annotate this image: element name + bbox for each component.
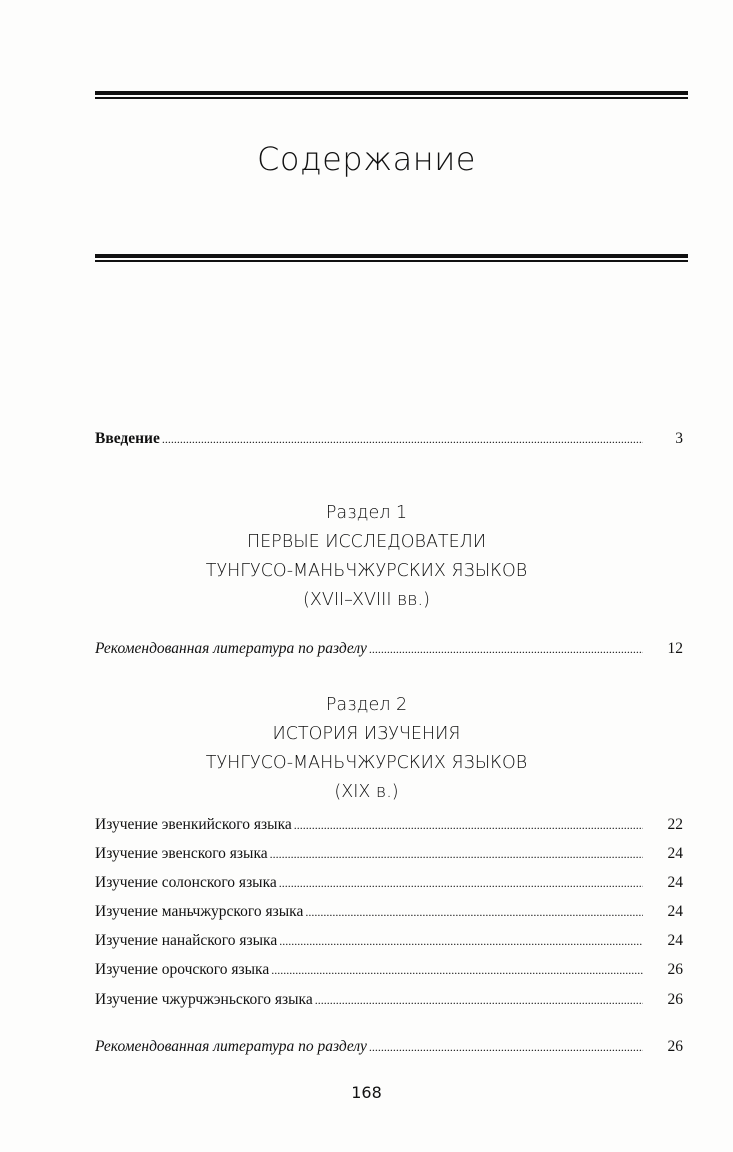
toc-entry[interactable] [95,991,683,1011]
toc-entry-page: 3 [675,430,683,447]
toc-entry-page: 24 [667,845,683,862]
dot-leader [162,430,643,448]
top-rule-thin [95,97,688,99]
section-title-line: ТУНГУСО-МАНЬЧЖУРСКИХ ЯЗЫКОВ [205,753,528,773]
toc-entry-label: Изучение эвенского языка [95,845,268,862]
dot-leader [305,903,643,921]
toc-entry-page: 24 [667,874,683,891]
dot-leader [279,932,643,950]
toc-entry-label: Изучение солонского языка [95,874,277,891]
toc-entry-label: Изучение чжурчжэньского языка [95,991,313,1008]
toc-entry-page: 24 [667,932,683,949]
dot-leader [369,1038,643,1056]
toc-entry-page: 12 [667,640,683,657]
toc-entry-page: 22 [667,816,683,833]
section-heading: Раздел 1 [325,503,408,523]
section-title-line: ТУНГУСО-МАНЬЧЖУРСКИХ ЯЗЫКОВ [205,561,528,581]
toc-entry-label: Изучение орочского языка [95,961,270,978]
dot-leader [270,845,643,863]
toc-entry[interactable] [95,816,683,836]
section-title-line: ПЕРВЫЕ ИССЛЕДОВАТЕЛИ [246,532,487,552]
bottom-rule-thick [95,254,688,258]
toc-entry[interactable] [95,903,683,923]
top-rule-thick [95,91,688,95]
toc-entry[interactable] [95,961,683,981]
toc-entry-label: Введение [95,430,160,447]
toc-entry[interactable] [95,932,683,952]
dot-leader [369,640,643,658]
dot-leader [271,961,643,979]
toc-entry-page: 26 [667,961,683,978]
section-period: (XVII–XVIII вв.) [303,590,430,610]
section-title-line: ИСТОРИЯ ИЗУЧЕНИЯ [272,724,461,744]
toc-entry-label: Изучение эвенкийского языка [95,816,292,833]
section-period: (XIX в.) [334,782,399,802]
toc-entry-intro[interactable] [95,430,683,450]
section-heading: Раздел 2 [325,695,408,715]
dot-leader [294,816,643,834]
toc-entry-page: 24 [667,903,683,920]
toc-entry-label: Изучение маньчжурского языка [95,903,304,920]
toc-entry-label: Изучение нанайского языка [95,932,278,949]
toc-entry-literature-1[interactable] [95,640,683,660]
section-2-header [0,691,733,807]
bottom-rule-thin [95,260,688,262]
toc-entry-literature-2[interactable] [95,1038,683,1058]
page-number: 168 [351,1083,382,1102]
toc-entry-label: Рекомендованная литература по разделу [95,640,367,657]
toc-entry[interactable] [95,874,683,894]
dot-leader [279,874,643,892]
page-title: Содержание [257,140,476,178]
toc-entry-page: 26 [667,1038,683,1055]
section-1-header [0,499,733,615]
toc-entry-page: 26 [667,991,683,1008]
dot-leader [315,991,643,1009]
toc-entry-label: Рекомендованная литература по разделу [95,1038,367,1055]
toc-entry[interactable] [95,845,683,865]
